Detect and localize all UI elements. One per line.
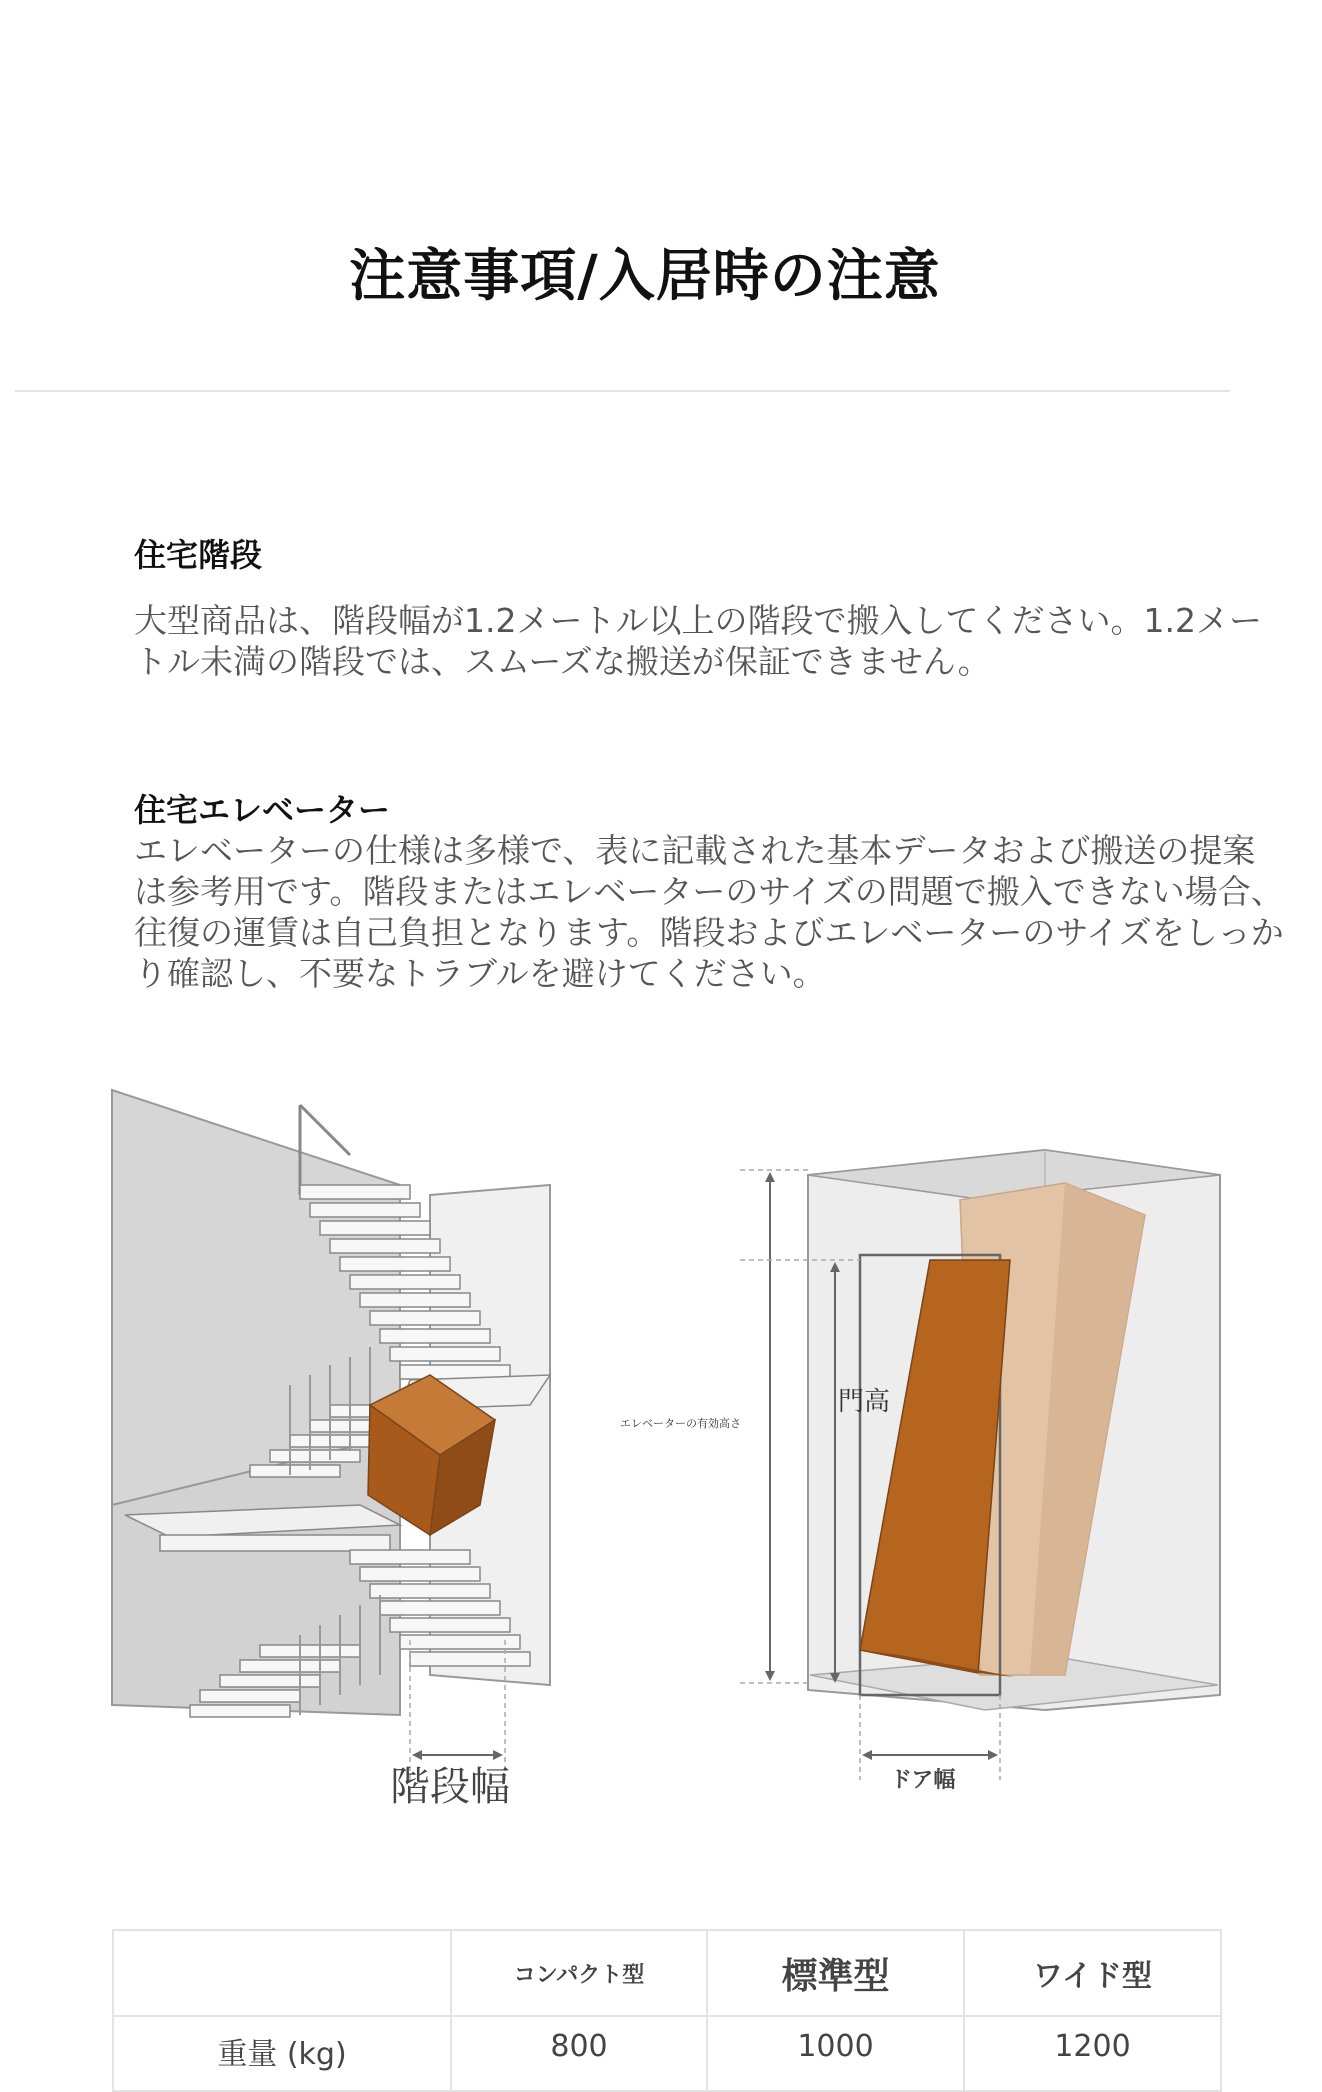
cell-standard: 1000: [707, 2016, 964, 2091]
cell-compact: 800: [451, 2016, 707, 2091]
door-width-caption: ドア幅: [890, 1768, 956, 1793]
header-wide: ワイド型: [964, 1930, 1221, 2016]
row-label: 重量 (kg): [113, 2016, 451, 2091]
stairs-heading: 住宅階段: [134, 536, 263, 574]
elevator-description: エレベーターの仕様は多様で、表に記載された基本データおよび搬送の提案は参考用です。階段またはエレベーターのサイズの問題で搬入できない場合、往復の運賃は自己負担となります。階段およびエレベーターのサイズをしっかり確認し、不要なトラブルを避けてください。: [134, 831, 1284, 993]
stairs-description: 大型商品は、階段幅が1.2メートル以上の階段で搬入してください。1.2メートル未満の階段では、スムーズな搬送が保証できません。: [134, 601, 1262, 681]
header-compact: コンパクト型: [451, 1930, 707, 2016]
cell-wide: 1200: [964, 2016, 1221, 2091]
page-title: 注意事項/入居時の注意: [349, 244, 941, 309]
staircase-illustration: [112, 1090, 550, 1780]
stairs-elevator-diagram: [100, 1075, 1240, 1810]
header-empty: [113, 1930, 451, 2016]
elevator-illustration: [740, 1150, 1220, 1780]
spec-table: [112, 1929, 1222, 2092]
door-height-label: 門高: [838, 1387, 891, 1417]
header-standard: 標準型: [707, 1930, 964, 2016]
elevator-height-label: エレベーターの有効高さ: [620, 1417, 741, 1430]
elevator-heading: 住宅エレベーター: [134, 791, 391, 829]
table-row: [113, 2016, 1221, 2091]
divider: [15, 390, 1230, 392]
stair-width-caption: 階段幅: [390, 1764, 510, 1810]
spec-table-header: [113, 1930, 1221, 2016]
